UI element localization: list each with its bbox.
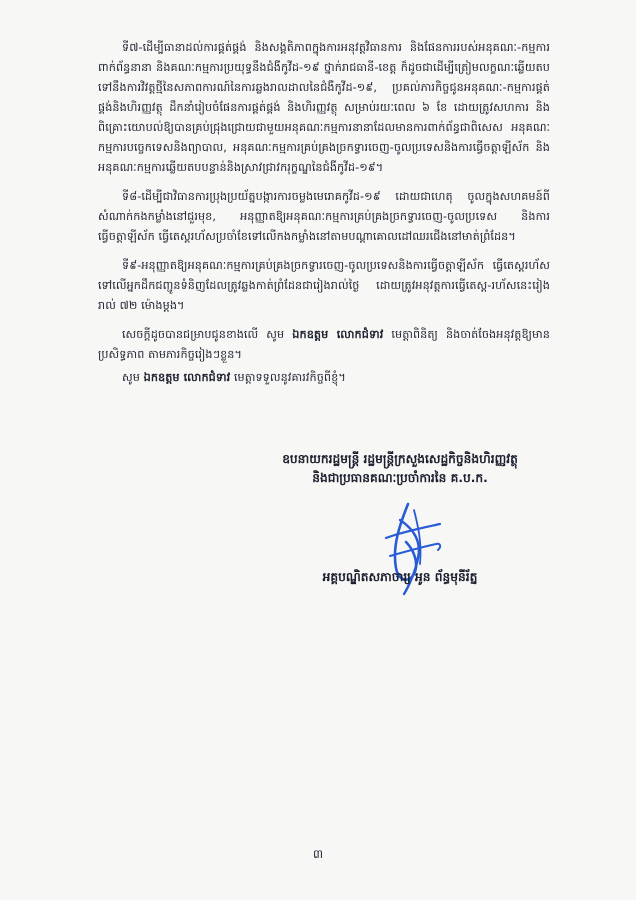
signatory-title-line-1: ឧបនាយករដ្ឋមន្ត្រី រដ្ឋមន្ត្រីក្រសួងសេដ្ឋកិច្ចនិងហិរញ្ញវត្ថុ — [282, 452, 518, 466]
closing-regards-suffix: មេត្តាទទួលនូវគារវកិច្ចពីខ្ញុំ។ — [230, 371, 346, 384]
closing-request-suffix: មេត្តាពិនិត្យ និងចាត់ចែងអនុវត្តឱ្យមានប្រសិទ្ធភាព តាមភារកិច្ចរៀងៗខ្លួន។ — [98, 328, 550, 361]
closing-request-prefix: សេចក្តីដូចបានជម្រាបជូនខាងលើ សូម — [122, 328, 293, 341]
signatory-title-line-2: និងជាប្រធានគណៈប្រចាំការនៃ គ.ប.ក. — [312, 471, 488, 485]
page-number: ៣ — [312, 847, 324, 861]
closing-regards — [98, 368, 550, 388]
paragraph-article-9: ទី៩-អនុញ្ញាតឱ្យអនុគណៈកម្មការគ្រប់គ្រងច្រកទ្វារចេញ-ចូលប្រទេសនិងការធ្វើចត្តាឡីស័ក ធ្វើតេស្តរហ័សទៅលើអ្នកដឹកជញ្ជូនទំនិញដែលត្រូវឆ្លងកាត់ព្រំដែនជារៀងរាល់ថ្ងៃ ដោយត្រូវអនុវត្តការធ្វើតេស្ត-រហ័សនេះរៀងរាល់ ៧២ ម៉ោងម្ដង។ — [98, 259, 550, 312]
honorific: ឯកឧត្តម លោកជំទាវ — [292, 328, 384, 341]
paragraph-article-8: ទី៨-ដើម្បីជាវិធានការប្រុងប្រយ័ត្នបង្ការការចម្លងមេរោគកូវីដ-១៩ ដោយជាហេតុ ចូលក្នុងសហគមន៍ពីសំណាក់កងកម្លាំងនៅជួរមុខ, អនុញ្ញាតឱ្យអនុគណៈកម្មការគ្រប់គ្រងច្រកទ្វារចេញ-ចូលប្រទេស និងការធ្វើចត្តាឡីស័ក ធ្វើតេស្តរហ័សប្រចាំខែទៅលើកងកម្លាំងនៅតាមបណ្តាគោលដៅឈរជើងនៅមាត់ព្រំដែន។ — [98, 190, 550, 243]
closing-regards-prefix: សូម — [122, 371, 144, 384]
closing-request — [98, 325, 550, 365]
signature-block — [200, 450, 600, 584]
letter-body — [98, 38, 550, 397]
paragraph-article-7: ទី៧-ដើម្បីធានាដល់ការផ្គត់ផ្គង់ និងសង្គតិភាពក្នុងការអនុវត្តវិធានការ និងផែនការរបស់អនុគណៈ-កម្មការពាក់ព័ន្ធនានា និងគណៈកម្មការប្រយុទ្ធនឹងជំងឺកូវីដ-១៩ ថ្នាក់រាជធានី-ខេត្ត ក៏ដូចជាដើម្បីត្រៀមលក្ខណៈឆ្លើយតបទៅនឹងការវិវត្តថ្មីនៃសភាពការណ៍នៃការឆ្លងរាលដាលនៃជំងឺកូវីដ-១៩, ប្រគល់ភារកិច្ចជូនអនុគណៈ-កម្មការផ្គត់ផ្គង់និងហិរញ្ញវត្ថុ ដឹកនាំរៀបចំផែនការផ្គត់ផ្គង់ និងហិរញ្ញវត្ថុ សម្រាប់រយៈពេល ៦ ខែ ដោយត្រូវសហការ និងពិគ្រោះយោបល់ឱ្យបានគ្រប់ជ្រុងជ្រោយជាមួយអនុគណៈកម្មការនានាដែលមានការពាក់ព័ន្ធជាពិសេស អនុគណៈកម្មការបច្ចេកទេសនិងព្យាបាល, អនុគណៈកម្មការគ្រប់គ្រងច្រកទ្វារចេញ-ចូលប្រទេសនិងការធ្វើចត្តាឡីស័ក និងអនុគណៈកម្មការឆ្លើយតបបន្ទាន់និងស្រាវជ្រាវករុក្ខណ្ឌនៃជំងឺកូវីដ-១៩។ — [98, 41, 550, 174]
signatory-name: អគ្គបណ្ឌិតសភាចារ្យ អូន ព័ន្ធមុនីរ័ត្ន — [322, 570, 478, 584]
honorific-repeat: ឯកឧត្តម លោកជំទាវ — [143, 371, 231, 384]
